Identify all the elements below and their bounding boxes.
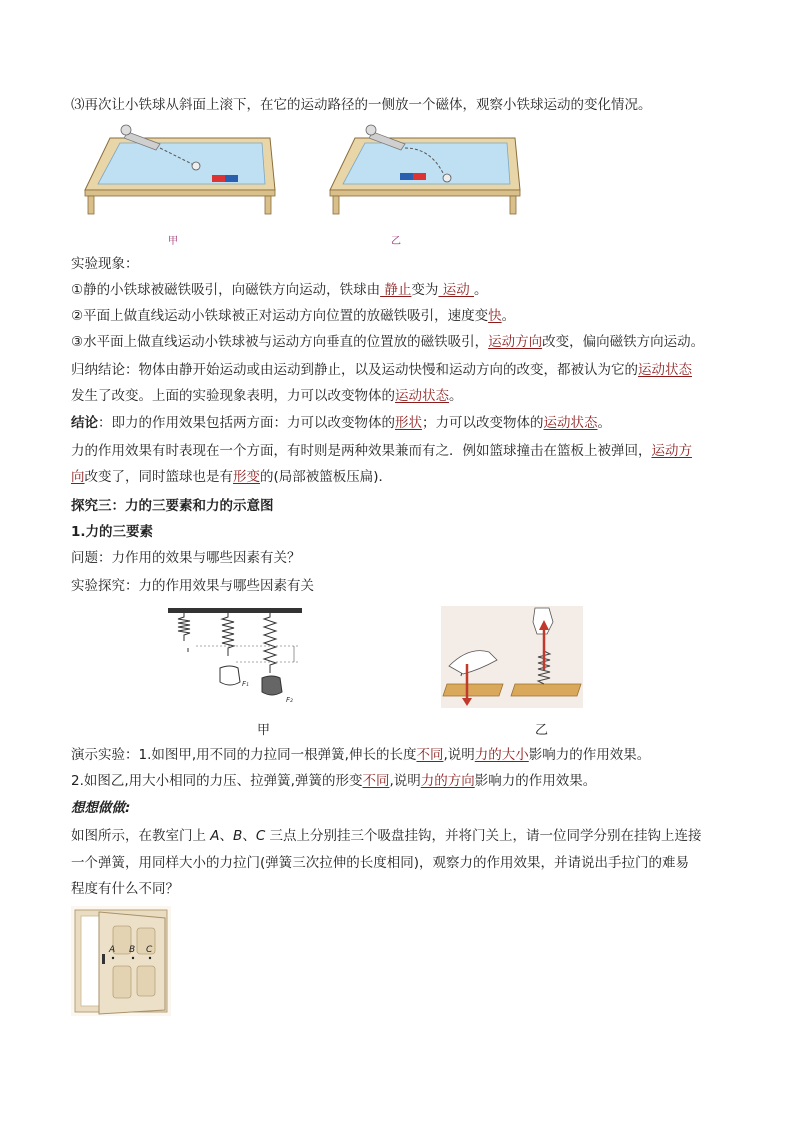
- summary-line-2: 发生了改变。上面的实验现象表明，力可以改变物体的运动状态。: [71, 388, 463, 404]
- hand-1: [220, 666, 282, 695]
- observation-2: ②平面上做直线运动小铁球被正对运动方向位置的放磁铁吸引，速度变快。: [71, 308, 516, 324]
- caption-jia-2: 甲: [257, 723, 271, 738]
- table-b: [330, 125, 520, 214]
- figure-door: [71, 906, 171, 1016]
- table-a: [85, 125, 275, 214]
- explore-text: 实验探究：力的作用效果与哪些因素有关: [71, 578, 314, 594]
- figure-press-pull: [441, 606, 583, 708]
- force-label-2: F₂: [286, 696, 293, 704]
- door-label-a: A: [109, 945, 116, 955]
- observation-1: ①静的小铁球被磁铁吸引，向磁铁方向运动，铁球由 静止变为 运动 。: [71, 282, 488, 298]
- conclusion-line: 结论：即力的作用效果包括两方面：力可以改变物体的形状；力可以改变物体的运动状态。: [71, 415, 611, 431]
- intro-text: ⑶再次让小铁球从斜面上滚下，在它的运动路径的一侧放一个磁体，观察小铁球运动的变化情况。: [71, 97, 652, 113]
- observation-title: 实验现象：: [71, 256, 139, 272]
- task-line-3: 程度有什么不同？: [71, 881, 179, 897]
- task-line-2: 一个弹簧，用同样大小的力拉门(弹簧三次拉伸的长度相同)，观察力的作用效果，并请说出手拉门的难易: [71, 855, 690, 871]
- figure-springs: [166, 606, 306, 710]
- caption-jia-1: 甲: [168, 236, 178, 247]
- subsection-title-1: 1.力的三要素: [71, 524, 154, 540]
- effect-line-1: 力的作用效果有时表现在一个方面，有时则是两种效果兼而有之．例如篮球撞击在篮板上被弹回，运动方: [71, 443, 692, 459]
- caption-yi-2: 乙: [535, 723, 549, 738]
- summary-line-1: 归纳结论：物体由静开始运动或由运动到静止，以及运动快慢和运动方向的改变，都被认为它的运动状态: [71, 362, 692, 378]
- door-label-c: C: [146, 945, 153, 955]
- demo-line-2: 2.如图乙,用大小相同的力压、拉弹簧,弹簧的形变不同,说明力的方向影响力的作用效果。: [71, 773, 597, 789]
- demo-line-1: 演示实验：1.如图甲,用不同的力拉同一根弹簧,伸长的长度不同,说明力的大小影响力的作用效果。: [71, 747, 651, 763]
- question-text: 问题：力作用的效果与哪些因素有关？: [71, 550, 301, 566]
- observation-3: ③水平面上做直线运动小铁球被与运动方向垂直的位置放的磁铁吸引，运动方向改变，偏向磁铁方向运动。: [71, 334, 705, 350]
- figure-tables: [80, 118, 530, 218]
- door-label-b: B: [129, 945, 136, 955]
- section-title-3: 探究三：力的三要素和力的示意图: [71, 498, 274, 514]
- force-label-1: F₁: [242, 680, 249, 688]
- caption-yi-1: 乙: [391, 236, 401, 247]
- think-title: 想想做做:: [71, 800, 131, 816]
- task-line-1: 如图所示，在教室门上 A、B、C 三点上分别挂三个吸盘挂钩，并将门关上，请一位同学分别在挂钩上连接: [71, 828, 702, 844]
- effect-line-2: 向改变了，同时篮球也是有形变的(局部被篮板压扁)．: [71, 469, 393, 485]
